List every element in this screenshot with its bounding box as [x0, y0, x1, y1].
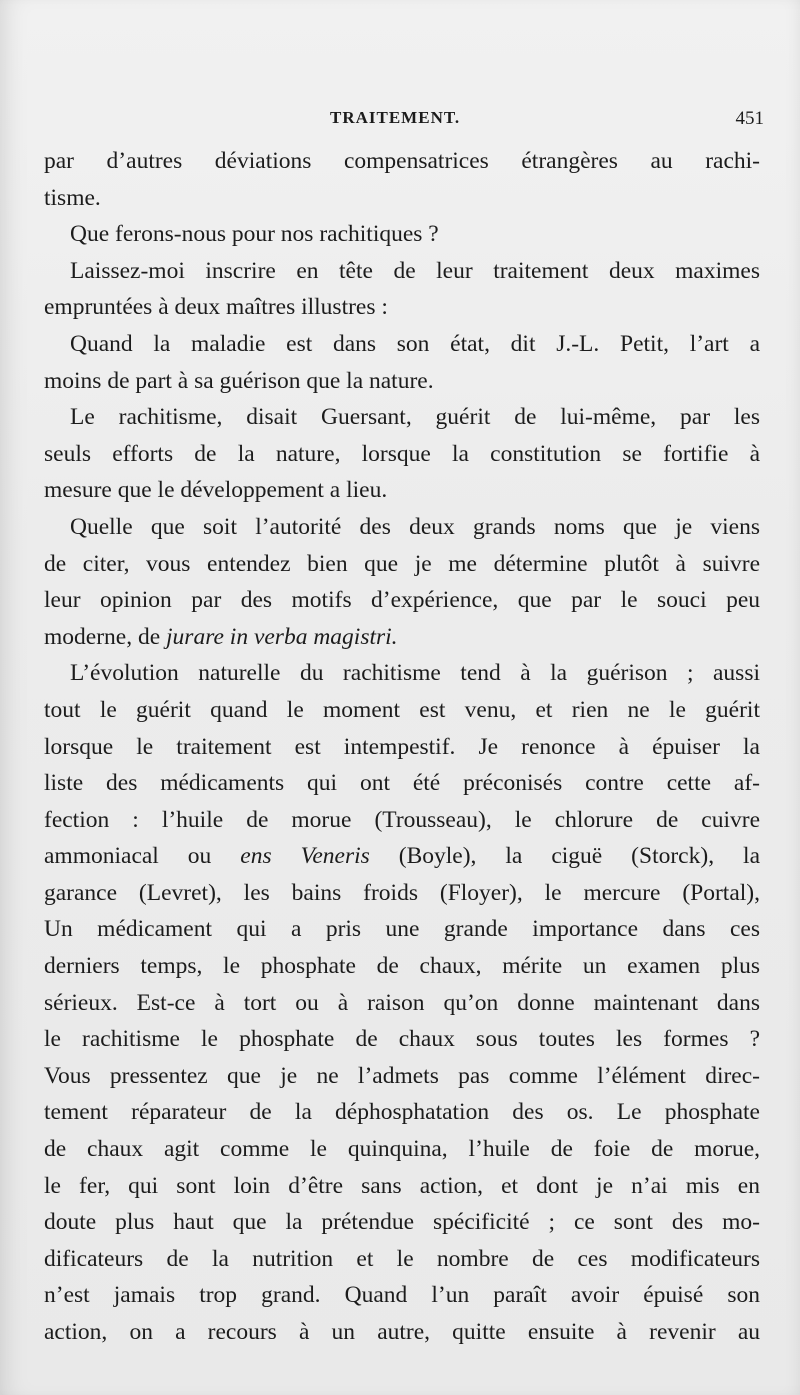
- line-text: fection : l’huile de morue (Trousseau), le chlorure de cuivre: [44, 806, 760, 833]
- text-line: [44, 765, 760, 802]
- text-line: [44, 582, 760, 619]
- line-text: dificateurs de la nutrition et le nombre de ces modificateurs: [44, 1245, 760, 1272]
- text-line: [44, 399, 760, 436]
- text-line: [44, 1168, 760, 1205]
- text-line: [44, 985, 760, 1022]
- line-text: action, on a recours à un autre, quitte ensuite à revenir au: [44, 1319, 760, 1345]
- text-line: [44, 1314, 760, 1351]
- text-line: [44, 546, 760, 583]
- line-text: Le rachitisme, disait Guersant, guérit de lui-même, par les: [70, 404, 760, 431]
- line-text: de chaux agit comme le quinquina, l’huile de foie de morue,: [44, 1136, 760, 1163]
- text-line: [44, 1277, 760, 1314]
- line-text: tout le guérit quand le moment est venu, et rien ne le guérit: [44, 696, 760, 723]
- text-line: [44, 692, 760, 729]
- line-text: le fer, qui sont loin d’être sans action, et dont je n’ai mis en: [44, 1172, 760, 1199]
- line-text: le rachitisme le phosphate de chaux sous toutes les formes ?: [44, 1026, 760, 1053]
- text-line: [44, 729, 760, 766]
- line-italic-text: ens Veneris: [240, 843, 370, 870]
- text-line: [44, 802, 760, 839]
- text-line: [44, 1094, 760, 1131]
- line-text: lorsque le traitement est intempestif. Je renonce à épuiser la: [44, 733, 760, 760]
- line-text: garance (Levret), les bains froids (Floyer), le mercure (Portal),: [44, 879, 760, 906]
- text-line: [44, 655, 760, 692]
- text-line: [44, 180, 760, 217]
- line-text: ammoniacal ou: [44, 843, 241, 870]
- line-text: derniers temps, le phosphate de chaux, mérite un examen plus: [44, 953, 760, 980]
- line-text: tement réparateur de la déphosphatation des os. Le phosphate: [44, 1099, 760, 1126]
- text-line: [44, 1058, 760, 1095]
- line-text: seuls efforts de la nature, lorsque la constitution se fortifie à: [44, 440, 760, 467]
- line-text: par d’autres déviations compensatrices étrangères au rachi-: [44, 148, 760, 174]
- running-title: TRAITEMENT.: [330, 108, 461, 127]
- line-text: Quand la maladie est dans son état, dit J.-L. Petit, l’art a: [70, 330, 760, 357]
- text-line: [44, 875, 760, 912]
- text-line: [44, 472, 760, 509]
- line-text: sérieux. Est-ce à tort ou à raison qu’on donne maintenant dans: [44, 989, 760, 1016]
- text-line: [44, 436, 760, 473]
- line-text-after: (Boyle), la ciguë (Storck), la: [369, 843, 760, 870]
- text-line: [44, 509, 760, 546]
- line-text: moins de part à sa guérison que la nature.: [44, 367, 434, 394]
- line-text: leur opinion par des motifs d’expérience, que par le souci peu: [44, 587, 760, 614]
- text-line: [44, 619, 760, 656]
- line-text: Un médicament qui a pris une grande importance dans ces: [44, 916, 760, 943]
- line-text: doute plus haut que la prétendue spécificité ; ce sont des mo-: [44, 1209, 760, 1236]
- text-line: [44, 911, 760, 948]
- text-line: [44, 289, 760, 326]
- page-number: 451: [735, 108, 764, 129]
- line-text: mesure que le développement a lieu.: [44, 477, 388, 504]
- text-line: [44, 1204, 760, 1241]
- line-italic-text: jurare in verba magistri.: [166, 623, 398, 650]
- text-line: [44, 838, 760, 875]
- line-text: Vous pressentez que je ne l’admets pas comme l’élément direc-: [44, 1062, 760, 1089]
- line-text: n’est jamais trop grand. Quand l’un paraît avoir épuisé son: [44, 1282, 760, 1309]
- line-text: Quelle que soit l’autorité des deux grands noms que je viens: [70, 513, 760, 540]
- body-text: [44, 143, 760, 1351]
- text-line: [44, 216, 760, 253]
- line-text: tisme.: [44, 184, 101, 211]
- text-line: [44, 326, 760, 363]
- text-line: [44, 1131, 760, 1168]
- text-line: [44, 363, 760, 400]
- line-text: Que ferons-nous pour nos rachitiques ?: [70, 221, 439, 248]
- text-line: [44, 143, 760, 180]
- line-text: liste des médicaments qui ont été préconisés contre cette af-: [44, 770, 760, 797]
- line-text: de citer, vous entendez bien que je me détermine plutôt à suivre: [44, 550, 760, 577]
- text-line: [44, 253, 760, 290]
- running-head: [44, 108, 764, 138]
- text-line: [44, 1241, 760, 1278]
- text-line: [44, 948, 760, 985]
- line-text: moderne, de: [44, 623, 167, 650]
- line-text: Laissez-moi inscrire en tête de leur traitement deux maximes: [70, 257, 760, 284]
- line-text: empruntées à deux maîtres illustres :: [44, 294, 388, 321]
- line-text: L’évolution naturelle du rachitisme tend à la guérison ; aussi: [70, 660, 760, 687]
- text-line: [44, 1021, 760, 1058]
